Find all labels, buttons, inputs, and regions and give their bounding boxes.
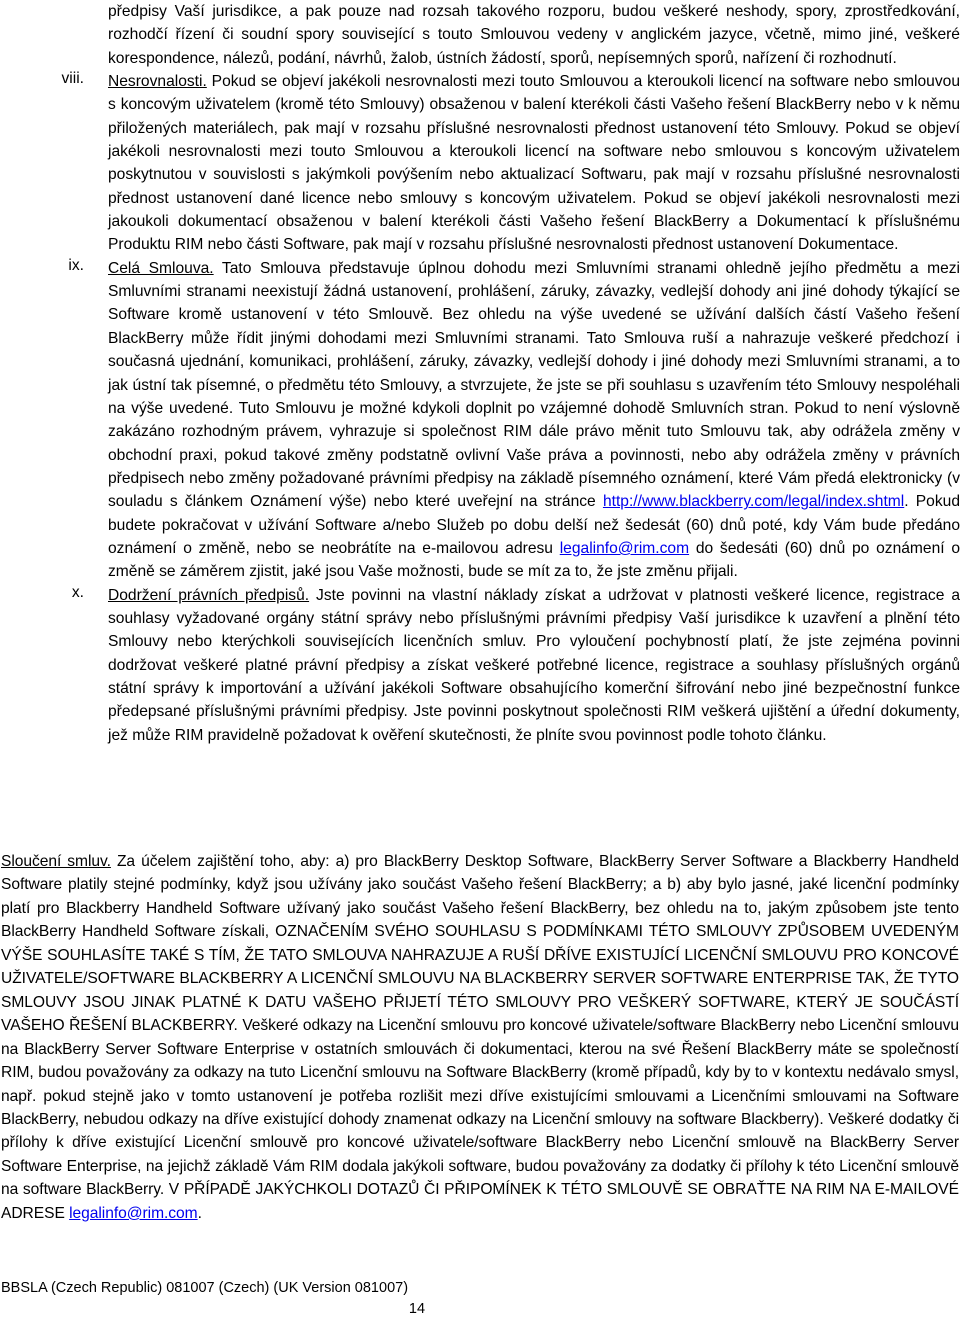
item-heading: Celá Smlouva. [108, 259, 214, 277]
item-body-cont: . Pokud budete pokračovat v užívání Software a/nebo Služeb po dobu delší než šedesát (60) dnů poté, kdy Vám bude předáno oznámení o změně, nebo se neobrátíte na e-mailovou adresu [108, 493, 960, 557]
footer-version: BBSLA (Czech Republic) 081007 (Czech) (UK Version 081007) [1, 1280, 409, 1296]
item-body: Tato Smlouva představuje úplnou dohodu mezi Smluvními stranami ohledně jejího předmětu a mezi Smluvními stranami neexistují žádná ustanovení, prohlášení, záruky, závazky, vedlejší dohody ani jiné dohody týkající se Software kromě ustanovení v této Smlouvě. Bez ohledu na výše uvedené se užívání dalších částí Vašeho řešení BlackBerry může řídit jinými dohodami mezi Smluvními stranami. Tato Smlouva ruší a nahrazuje veškeré předchozí i současná ujednání, komunikaci, prohlášení, záruky, závazky, vedlejší dohody i jiné dohody mezi Smluvními stranami, a to jak ústní tak písemné, o předmětu této Smlouvy, a stvrzujete, že jste se při souhlasu s uzavřením této Smlouvy nespoléhali na výše uvedené. Tuto Smlouvu je možné kdykoli doplnit po vzájemné dohodě Smluvních stran. Pokud to není výslovně zakázáno rozhodným právem, vyhrazuje si společnost RIM dále právo měnit tuto Smlouvu tak, aby odrážela změny v obchodní praxi, pokud takové změny podstatně ovlivní Vaše práva a povinnosti, nebo aby odrážela změny v právních předpisech nebo změny požadované právními předpisy na základě písemného oznámení, které Vám předá elektronicky (v souladu s článkem Oznámení výše) nebo které uveřejní na stránce [108, 259, 960, 511]
item-number: viii. [61, 70, 84, 88]
continuation-text: předpisy Vaší jurisdikce, a pak pouze nad rozsah takového rozporu, budou veškeré neshody, spory, zprostředkování, rozhodčí řízení či soudní spory související s touto Smlouvou vedeny v anglickém jazyce, včetně, mimo jiné, veškeré korespondence, nálezů, podání, návrhů, žalob, ústních žádostí, sporů, nepísemných sporů, nařízení či rozhodnutí. [108, 3, 960, 67]
item-heading: Nesrovnalosti. [108, 73, 207, 91]
item-body: Pokud se objeví jakékoli nesrovnalosti mezi touto Smlouvou a kteroukoli licencí na software nebo smlouvou s koncovým uživatelem (kromě této Smlouvy) obsaženou v balení kterékoli části Vašeho řešení BlackBerry nebo v k němu přiložených materiálech, pak mají v rozsahu příslušné nesrovnalosti přednost ustanovení této Smlouvy. Pokud se objeví jakékoli nesrovnalosti mezi touto Smlouvou a kteroukoli licencí na software nebo smlouvou s koncovým uživatelem poskytnutou v souvislosti s jakýmkoli povýšením nebo aktualizací Softwaru, pak mají v rozsahu příslušné nesrovnalosti přednost ustanovení dané licence nebo smlouvy s koncovým uživatelem. Pokud se objeví jakékoli nesrovnalosti mezi jakoukoli dokumentací obsaženou v balení kterékoli části Vašeho řešení BlackBerry a Dokumentací k příslušnému Produktu RIM nebo části Software, pak mají v rozsahu příslušné nesrovnalosti přednost ustanovení Dokumentace. [108, 73, 960, 254]
merge-tail: . [197, 1204, 202, 1222]
item-number: x. [71, 583, 84, 601]
list-item-continuation [0, 0, 960, 70]
item-paragraph [108, 584, 960, 747]
list-item-ix [0, 257, 960, 584]
item-heading: Dodržení právních předpisů. [108, 586, 310, 604]
email-link[interactable]: legalinfo@rim.com [559, 539, 690, 557]
item-paragraph [108, 257, 960, 584]
item-body-end: do šedesáti (60) dnů po oznámení o změně se záměrem zjistit, jaké jsou Vaše možnosti, bude se mít za to, že jste změnu přijali. [108, 539, 960, 581]
list-item-x [0, 584, 960, 747]
legal-url-link[interactable]: http://www.blackberry.com/legal/index.shtml [602, 493, 905, 511]
merge-body: Za účelem zajištění toho, aby: a) pro BlackBerry Desktop Software, BlackBerry Server Software a Blackberry Handheld Software platily stejné podmínky, když jsou užívány jako součást Vašeho řešení BlackBerry; a b) aby bylo jasné, jaké licenční podmínky platí pro Blackberry Handheld Software užívaný jako součást Vašeho řešení BlackBerry, bez ohledu na to, jakým způsobem jste tento BlackBerry Handheld Software získali, OZNAČENÍM SVÉHO SOUHLASU S PODMÍNKAMI TÉTO SMLOUVY ZPŮSOBEM UVEDENÝM VÝŠE SOUHLASÍTE TAKÉ S TÍM, ŽE TATO SMLOUVA NAHRAZUJE A RUŠÍ DŘÍVE EXISTUJÍCÍ LICENČNÍ SMLOUVU PRO KONCOVÉ UŽIVATELE/SOFTWARE BLACKBERRY A LICENČNÍ SMLOUVU NA BLACKBERRY SERVER SOFTWARE ENTERPRISE TAK, ŽE TYTO SMLOUVY JSOU JINAK PLATNÉ K DATU VAŠEHO PŘIJETÍ TÉTO SMLOUVY PRO VEŠKERÝ SOFTWARE, KTERÝ JE SOUČÁSTÍ VAŠEHO ŘEŠENÍ BLACKBERRY. Veškeré odkazy na Licenční smlouvu pro koncové uživatele/software BlackBerry nebo Licenční smlouvu na BlackBerry Server Software Enterprise v ostatních smlouvách či dokumentaci, kterou na své Řešení BlackBerry máte se společností RIM, budou považovány za odkazy na tuto Licenční smlouvu na Software BlackBerry (kromě případů, kdy by to v kontextu nedávalo smysl, např. pokud stejně jako v tomto ustanovení je potřeba rozlišit mezi dříve existujícími smlouvami a Licenčními smlouvami na Software BlackBerry, nebudou odkazy na dříve existující dohody znamenat odkazy na Licenční smlouvy na software Blackberry). Veškeré dodatky či přílohy k dříve existující Licenční smlouvě pro koncové uživatele/software BlackBerry nebo Licenční smlouvě na BlackBerry Server Software Enterprise, na jejichž základě Vám RIM dodala jakýkoli software, budou považovány za dodatky či přílohy k této Licenční smlouvě na software BlackBerry. V PŘÍPADĚ JAKÝCHKOLI DOTAZŮ ČI PŘIPOMÍNEK K TÉTO SMLOUVĚ SE OBRAŤTE NA RIM NA E-MAILOVÉ ADRESE [1, 853, 959, 1222]
item-body: Jste povinni na vlastní náklady získat a udržovat v platnosti veškeré licence, registrace a souhlasy vyžadované orgány státní správy nebo příslušnými právními předpisy Vaší jurisdikce k uzavření a plnění této Smlouvy nebo kterýchkoli souvisejících licenčních smluv. Pro vyloučení pochybností platí, že jste zejména povinni dodržovat veškeré platné právní předpisy a získat veškeré potřebné licence, registrace a souhlasy příslušných orgánů státní správy k importování a užívání jakékoli Software obsahujícího komerční šifrování nebo jiné bezpečnostní funkce předepsané příslušnými právními předpisy. Jste povinni poskytnout společnosti RIM veškerá ujištění a úřední dokumenty, jež může RIM pravidelně požadovat k ověření skutečnosti, že plníte svou povinnost podle tohoto článku. [108, 586, 960, 744]
merge-section [1, 850, 959, 1225]
page-number: 14 [408, 1301, 426, 1317]
list-item-viii [0, 70, 960, 257]
merge-heading: Sloučení smluv. [1, 853, 111, 870]
item-paragraph [108, 70, 960, 257]
merge-paragraph [1, 850, 959, 1225]
email-link[interactable]: legalinfo@rim.com [69, 1204, 198, 1222]
item-number: ix. [68, 256, 84, 274]
